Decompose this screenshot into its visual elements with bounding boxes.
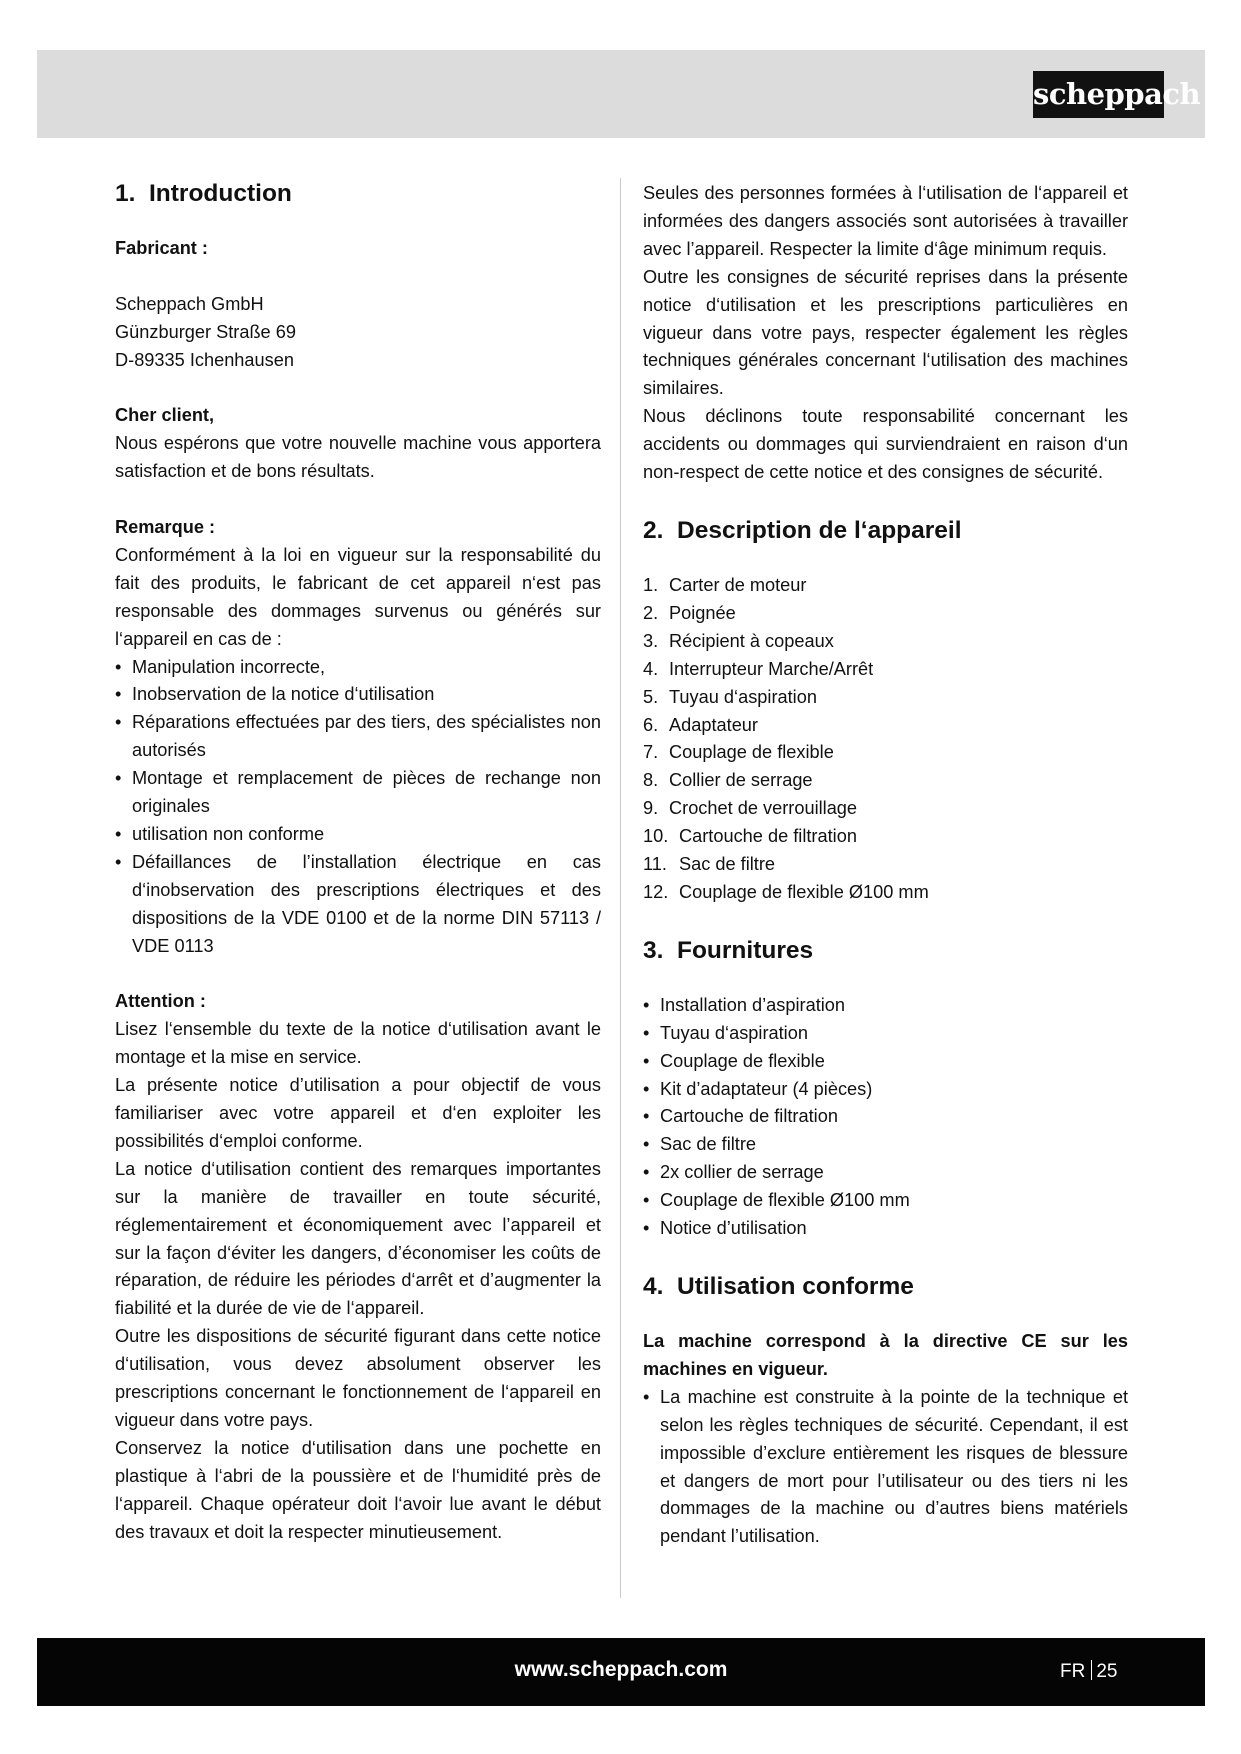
header-band xyxy=(37,50,1205,138)
list-item: 9. Crochet de verrouillage xyxy=(643,798,858,819)
right-column xyxy=(643,180,1128,1551)
parts-list xyxy=(643,572,1128,907)
intro-paragraph: Outre les consignes de sécurité reprises dans la présente notice d‘utilisation et les prescriptions particulières en vigueur dans votre pays, respecter également les règles techniques générales concernant l‘utilisation des machines similaires. xyxy=(643,266,1128,399)
supplies-list xyxy=(643,992,1128,1243)
footer-url: www.scheppach.com xyxy=(514,1658,728,1681)
remark-label: Remarque : xyxy=(115,517,216,538)
list-item: • Installation d’aspiration xyxy=(643,992,1128,1020)
list-item: 1. Carter de moteur xyxy=(643,574,807,595)
dear-customer-text: Nous espérons que votre nouvelle machine vous apportera satisfaction et de bons résultats. xyxy=(115,433,601,482)
list-item: 11. Sac de filtre xyxy=(643,854,776,875)
page-indicator xyxy=(1060,1660,1117,1683)
section-3-heading: 3. Fournitures xyxy=(643,936,814,964)
list-item: • Couplage de flexible xyxy=(643,1048,1128,1076)
list-item: 6. Adaptateur xyxy=(643,714,758,735)
list-item: • utilisation non conforme xyxy=(115,821,601,849)
attention-paragraph: La présente notice d’utilisation a pour objectif de vous familiariser avec votre appareil et d‘en exploiter les possibilités d‘emploi conforme. xyxy=(115,1075,601,1151)
usage-list xyxy=(643,1384,1128,1551)
list-item: 5. Tuyau d‘aspiration xyxy=(643,686,817,707)
attention-paragraph: Lisez l‘ensemble du texte de la notice d‘utilisation avant le montage et la mise en service. xyxy=(115,1019,601,1068)
section-2-heading: 2. Description de l‘appareil xyxy=(643,516,962,544)
remark-text: Conformément à la loi en vigueur sur la responsabilité du fait des produits, le fabricant de cet appareil n‘est pas responsable des dommages survenus ou générés sur l‘appareil en cas de : xyxy=(115,544,601,649)
list-item: 7. Couplage de flexible xyxy=(643,742,834,763)
language-code: FR xyxy=(1060,1661,1086,1682)
attention-paragraph: La notice d‘utilisation contient des remarques importantes sur la manière de travailler en toute sécurité, réglementairement et économiquement avec l’appareil et sur la façon d‘éviter les dangers, d’économiser les coûts de réparation, de réduire les périodes d‘arrêt et d’augmenter la fiabilité et la durée de vie de l‘appareil. xyxy=(115,1158,601,1319)
intro-paragraph: Seules des personnes formées à l‘utilisation de l‘appareil et informées des dangers associés sont autorisées à travailler avec l’appareil. Respecter la limite d‘âge minimum requis. xyxy=(643,183,1128,259)
scheppach-logo: scheppach xyxy=(1033,71,1164,118)
intro-paragraph: Nous déclinons toute responsabilité concernant les accidents ou dommages qui surviendraient en raison d‘un non-respect de cette notice et des consignes de sécurité. xyxy=(643,406,1128,483)
list-item: • Kit d’adaptateur (4 pièces) xyxy=(643,1076,1128,1104)
manufacturer-label: Fabricant : xyxy=(115,238,208,258)
attention-paragraph: Outre les dispositions de sécurité figurant dans cette notice d‘utilisation, vous devez absolument observer les prescriptions concernant le fonctionnement de l‘appareil en vigueur dans votre pays. xyxy=(115,1326,601,1430)
list-item: • Montage et remplacement de pièces de rechange non originales xyxy=(115,765,601,821)
list-item: • Couplage de flexible Ø100 mm xyxy=(643,1187,1128,1215)
list-item: • Notice d’utilisation xyxy=(643,1215,1128,1243)
column-divider xyxy=(620,178,621,1598)
section-4-heading: 4. Utilisation conforme xyxy=(643,1273,914,1300)
list-item: • Tuyau d‘aspiration xyxy=(643,1020,1128,1048)
list-item: 12. Couplage de flexible Ø100 mm xyxy=(643,881,929,902)
list-item: • La machine est construite à la pointe de la technique et selon les règles techniques de sécurité. Cependant, il est impossible d’exclure entièrement les risques de blessure et dangers de mort pour l’utilisateur ou des tiers ni les dommages de la machine ou d’autres biens matériels pendant l’utilisation. xyxy=(643,1384,1128,1551)
list-item: 8. Collier de serrage xyxy=(643,770,813,791)
footer-band xyxy=(37,1638,1205,1706)
list-item: • Défaillances de l’installation électrique en cas d‘inobservation des prescriptions électriques et des dispositions de la VDE 0100 et de la norme DIN 57113 / VDE 0113 xyxy=(115,849,601,961)
separator xyxy=(1091,1660,1092,1680)
address-line: D-89335 Ichenhausen xyxy=(115,349,294,370)
list-item: • Sac de filtre xyxy=(643,1131,1128,1159)
list-item: 2. Poignée xyxy=(643,602,736,623)
ce-statement: La machine correspond à la directive CE sur les machines en vigueur. xyxy=(643,1331,1128,1379)
attention-paragraph: Conservez la notice d‘utilisation dans une pochette en plastique à l‘abri de la poussière et de l‘humidité près de l‘appareil. Chaque opérateur doit l‘avoir lue avant le début des travaux et doit la respecter minutieusement. xyxy=(115,1437,601,1542)
dear-customer-label: Cher client, xyxy=(115,405,215,426)
list-item: 3. Récipient à copeaux xyxy=(643,630,834,651)
list-item: 10. Cartouche de filtration xyxy=(643,826,857,847)
list-item: 4. Interrupteur Marche/Arrêt xyxy=(643,658,874,679)
left-column xyxy=(115,180,601,1547)
list-item: • Réparations effectuées par des tiers, des spécialistes non autorisés xyxy=(115,709,601,765)
page-number: 25 xyxy=(1096,1661,1118,1682)
attention-label: Attention : xyxy=(115,991,206,1012)
list-item: • Inobservation de la notice d‘utilisation xyxy=(115,681,601,709)
section-1-heading: 1. Introduction xyxy=(115,180,292,207)
address-line: Scheppach GmbH xyxy=(115,293,264,314)
address-line: Günzburger Straße 69 xyxy=(115,321,296,342)
list-item: • 2x collier de serrage xyxy=(643,1159,1128,1187)
remark-list xyxy=(115,654,601,961)
list-item: • Manipulation incorrecte, xyxy=(115,654,601,682)
list-item: • Cartouche de filtration xyxy=(643,1103,1128,1131)
